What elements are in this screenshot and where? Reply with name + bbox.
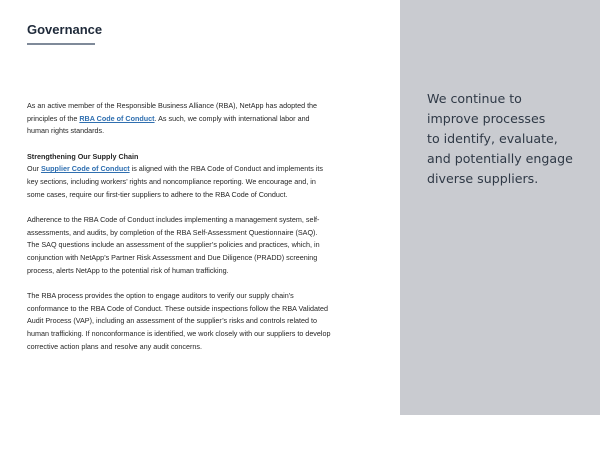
pull-quote-line: diverse suppliers. bbox=[427, 171, 539, 186]
text-fragment: . As such, we comply with international labor and bbox=[154, 113, 310, 123]
text-line: key sections, including workers’ rights and noncompliance reporting. We encourage and, in bbox=[27, 176, 316, 186]
text-line: Adherence to the RBA Code of Conduct includes implementing a management system, self- bbox=[27, 215, 320, 225]
text-line: human trafficking. If nonconformance is identified, we work closely with our suppliers to develop bbox=[27, 328, 331, 338]
rba-code-of-conduct-link[interactable]: RBA Code of Conduct bbox=[79, 113, 155, 123]
subheading-strengthening-supply-chain: Strengthening Our Supply Chain bbox=[27, 151, 139, 161]
text-line: The RBA process provides the option to engage auditors to verify our supply chain’s bbox=[27, 291, 294, 301]
text-line bbox=[27, 113, 367, 126]
pull-quote-sidebar bbox=[400, 0, 600, 415]
paragraph-rba-adherence bbox=[27, 214, 367, 277]
text-line bbox=[27, 163, 367, 176]
text-line: process, alerts NetApp to the potential risk of human trafficking. bbox=[27, 265, 229, 275]
text-line: corrective action plans and resolve any audit concerns. bbox=[27, 341, 202, 351]
paragraph-rba-audit-process bbox=[27, 290, 367, 353]
text-line: some cases, require our first-tier suppliers to adhere to the RBA Code of Conduct. bbox=[27, 189, 288, 199]
text-line: The SAQ questions include an assessment of the supplier’s policies and practices, which, in bbox=[27, 240, 320, 250]
pull-quote-line: We continue to bbox=[427, 91, 522, 106]
body-text bbox=[27, 100, 367, 366]
pull-quote-line: and potentially engage bbox=[427, 151, 573, 166]
pull-quote bbox=[427, 89, 592, 189]
text-line: human rights standards. bbox=[27, 126, 105, 136]
text-fragment: Our bbox=[27, 164, 41, 174]
title-underline bbox=[27, 43, 95, 45]
text-fragment: principles of the bbox=[27, 113, 80, 123]
section-title: Governance bbox=[27, 22, 103, 37]
paragraph-supply-chain bbox=[27, 151, 367, 201]
text-line: conformance to the RBA Code of Conduct. These outside inspections follow the RBA Validated bbox=[27, 303, 328, 313]
text-line: Audit Process (VAP), including an assessment of the supplier’s risks and controls related to bbox=[27, 316, 318, 326]
text-line: conjunction with NetApp’s Partner Risk Assessment and Due Diligence (PRADD) screening bbox=[27, 252, 318, 262]
text-line: As an active member of the Responsible Business Alliance (RBA), NetApp has adopted the bbox=[27, 101, 318, 110]
text-fragment: is aligned with the RBA Code of Conduct and implements its bbox=[129, 164, 323, 174]
supplier-code-of-conduct-link[interactable]: Supplier Code of Conduct bbox=[40, 164, 130, 174]
paragraph-rba-membership bbox=[27, 100, 367, 138]
text-line: assessments, and audits, by completion of the RBA Self-Assessment Questionnaire (SAQ). bbox=[27, 227, 318, 237]
pull-quote-line: to identify, evaluate, bbox=[427, 131, 558, 146]
pull-quote-line: improve processes bbox=[427, 111, 546, 126]
